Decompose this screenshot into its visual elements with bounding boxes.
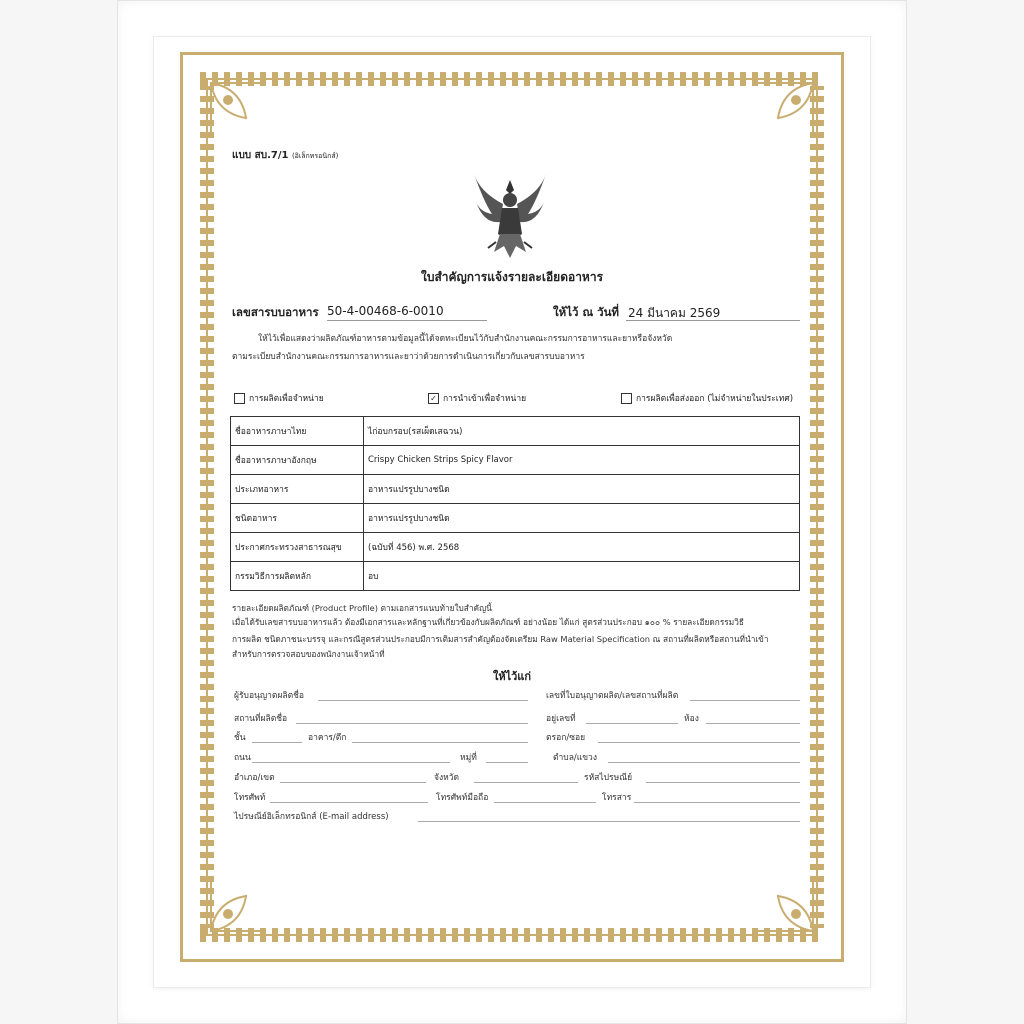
registration-number: 50-4-00468-6-0010 <box>327 304 444 318</box>
form-code: แบบ สบ.7/1 (อิเล็กทรอนิกส์) <box>232 150 339 161</box>
issue-date: 24 มีนาคม 2569 <box>628 306 721 320</box>
checkbox-label: การผลิตเพื่อส่งออก (ไม่จำหน่ายในประเทศ) <box>636 394 794 404</box>
document-title: ใบสำคัญการแจ้งรายละเอียดอาหาร <box>420 270 604 284</box>
address-no-label: อยู่เลขที่ <box>546 714 576 724</box>
table-key: ชนิดอาหาร <box>231 504 364 533</box>
room-label: ห้อง <box>684 714 699 724</box>
statement-line-1: ให้ไว้เพื่อแสดงว่าผลิตภัณฑ์อาหารตามข้อมูลนี้ได้จดทะเบียนไว้กับสำนักงานคณะกรรมการอาหารและยาหรือจังหวัด <box>258 334 673 344</box>
checkbox-label: การนำเข้าเพื่อจำหน่าย <box>443 394 527 404</box>
note-line-1: รายละเอียดผลิตภัณฑ์ (Product Profile) ตามเอกสารแนบท้ายใบสำคัญนี้ <box>232 603 492 613</box>
alley-field[interactable] <box>598 742 800 743</box>
building-field[interactable] <box>352 742 528 743</box>
subdistrict-field[interactable] <box>608 762 800 763</box>
table-key: ประกาศกระทรวงสาธารณสุข <box>231 533 364 562</box>
table-key: กรรมวิธีการผลิตหลัก <box>231 562 364 591</box>
building-label: อาคาร/ตึก <box>308 733 347 743</box>
garuda-emblem-icon <box>470 172 550 262</box>
table-row <box>231 533 800 562</box>
fax-field[interactable] <box>634 802 800 803</box>
table-value: อาหารแปรรูปบางชนิด <box>364 475 800 504</box>
table-row <box>231 446 800 475</box>
alley-label: ตรอก/ซอย <box>546 733 586 743</box>
table-value: อาหารแปรรูปบางชนิด <box>364 504 800 533</box>
province-field[interactable] <box>474 782 578 783</box>
phone-label: โทรศัพท์ <box>234 793 266 803</box>
note-line-2: เมื่อได้รับเลขสารบบอาหารแล้ว ต้องมีเอกสารและหลักฐานที่เกี่ยวข้องกับผลิตภัณฑ์ อย่างน้อย ได้แก่ สูตรส่วนประกอบ ๑๐๐ % รายละเอียดกรรมวิธี <box>232 617 744 627</box>
table-value: Crispy Chicken Strips Spicy Flavor <box>364 446 800 475</box>
licensee-field[interactable] <box>318 700 528 701</box>
corner-ornament-icon <box>206 78 276 148</box>
subdistrict-label: ตำบล/แขวง <box>553 753 597 763</box>
floor-field[interactable] <box>252 742 302 743</box>
checkbox-import-sale[interactable] <box>428 391 526 405</box>
place-name-label: สถานที่ผลิตชื่อ <box>234 714 288 724</box>
road-label: ถนน <box>234 753 251 763</box>
table-key: ชื่ออาหารภาษาไทย <box>231 417 364 446</box>
checkbox-label: การผลิตเพื่อจำหน่าย <box>249 394 324 404</box>
fax-label: โทรสาร <box>602 793 632 803</box>
statement-line-2: ตามระเบียบสำนักงานคณะกรรมการอาหารและยาว่าด้วยการดำเนินการเกี่ยวกับเลขสารบบอาหาร <box>232 352 585 362</box>
issue-date-label: ให้ไว้ ณ วันที่ <box>553 305 620 319</box>
district-field[interactable] <box>280 782 426 783</box>
moo-label: หมู่ที่ <box>460 753 477 763</box>
postcode-label: รหัสไปรษณีย์ <box>584 773 633 783</box>
email-field[interactable] <box>418 821 800 822</box>
room-field[interactable] <box>706 723 800 724</box>
table-key: ชื่ออาหารภาษาอังกฤษ <box>231 446 364 475</box>
corner-ornament-icon <box>748 866 818 936</box>
district-label: อำเภอ/เขต <box>234 773 275 783</box>
table-value: ไก่อบกรอบ(รสเผ็ดเสฉวน) <box>364 417 800 446</box>
postcode-field[interactable] <box>646 782 800 783</box>
table-row <box>231 504 800 533</box>
license-no-field[interactable] <box>690 700 800 701</box>
checkbox-local-sale[interactable] <box>234 391 324 405</box>
license-no-label: เลขที่ใบอนุญาตผลิต/เลขสถานที่ผลิต <box>546 691 679 701</box>
table-row <box>231 417 800 446</box>
place-name-field[interactable] <box>296 723 528 724</box>
mobile-field[interactable] <box>494 802 596 803</box>
table-key: ประเภทอาหาร <box>231 475 364 504</box>
checkbox-export[interactable] <box>621 391 793 405</box>
note-line-4: สำหรับการตรวจสอบของพนักงานเจ้าหน้าที่ <box>232 649 385 659</box>
moo-field[interactable] <box>486 762 528 763</box>
address-no-field[interactable] <box>586 723 678 724</box>
checkbox-box[interactable] <box>234 393 245 404</box>
registration-label: เลขสารบบอาหาร <box>232 305 319 319</box>
note-line-3: การผลิต ชนิดภาชนะบรรจุ และกรณีสูตรส่วนประกอบมีการเติมสารสำคัญต้องจัดเตรียม Raw Material Specification ณ สถานที่ผลิตหรือสถานที่นำเข้า <box>232 634 769 644</box>
corner-ornament-icon <box>748 78 818 148</box>
phone-field[interactable] <box>270 802 428 803</box>
email-label: ไปรษณีย์อิเล็กทรอนิกส์ (E-mail address) <box>234 812 389 822</box>
road-field[interactable] <box>252 762 450 763</box>
floor-label: ชั้น <box>234 733 246 743</box>
date-underline <box>626 320 800 321</box>
food-info-table <box>230 416 800 591</box>
recipient-title: ให้ไว้แก่ <box>492 670 532 683</box>
licensee-label: ผู้รับอนุญาตผลิตชื่อ <box>234 691 304 701</box>
checkbox-box[interactable] <box>621 393 632 404</box>
mobile-label: โทรศัพท์มือถือ <box>436 793 489 803</box>
checkbox-box-checked[interactable]: ✓ <box>428 393 439 404</box>
table-row <box>231 475 800 504</box>
province-label: จังหวัด <box>434 773 460 783</box>
registration-underline <box>327 320 487 321</box>
table-row <box>231 562 800 591</box>
corner-ornament-icon <box>206 866 276 936</box>
table-value: (ฉบับที่ 456) พ.ศ. 2568 <box>364 533 800 562</box>
table-value: อบ <box>364 562 800 591</box>
